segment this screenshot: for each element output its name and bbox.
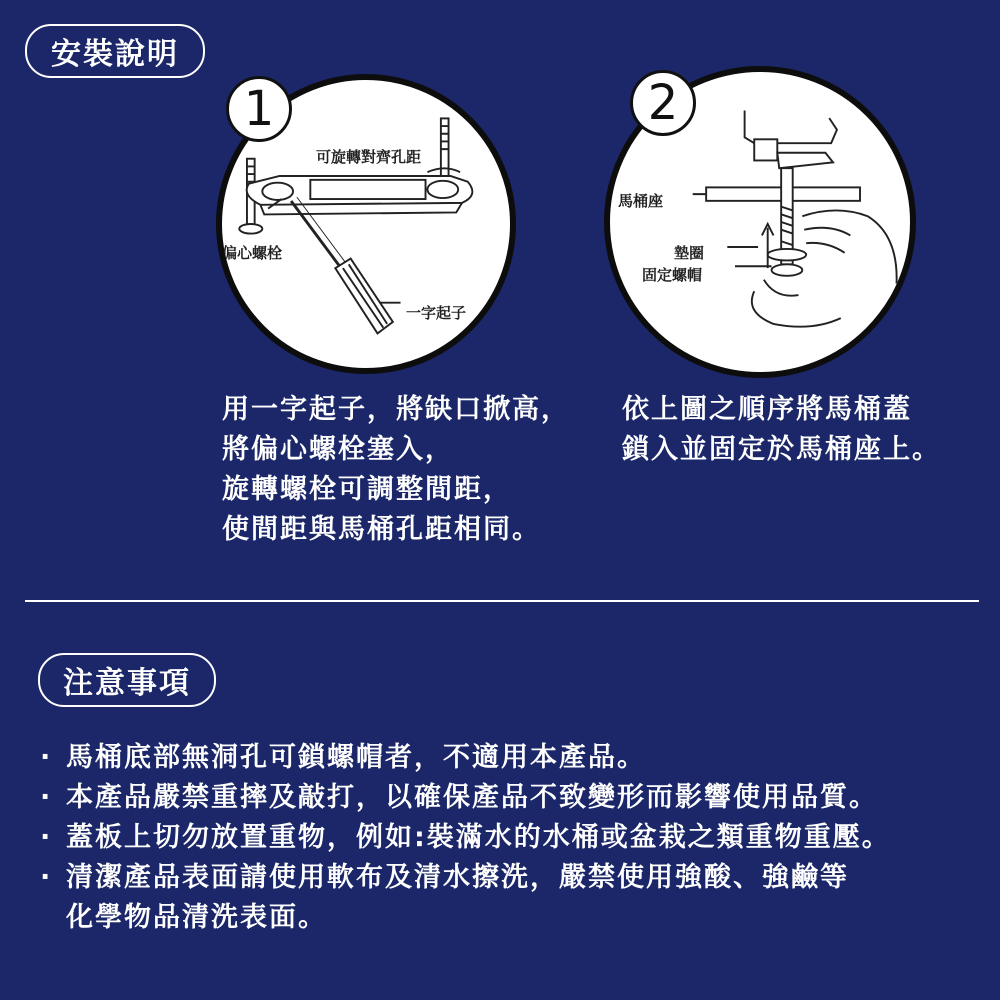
label-washer: 墊圈 [674,244,705,262]
step1-line: 用一字起子，將缺口掀高， [222,394,570,425]
step1-line: 將偏心螺栓塞入， [222,434,454,465]
note-text-continued: 化學物品清洗表面。 [66,902,327,933]
note-text: 馬桶底部無洞孔可鎖螺帽者，不適用本產品。 [66,742,646,773]
install-title: 安裝說明 [25,24,205,78]
label-fixing-nut: 固定螺帽 [642,266,703,284]
section-divider [25,600,979,602]
note-text: · 清潔產品表面請使用軟布及清水擦洗，嚴禁使用強酸、強鹼等 [66,862,849,893]
label-screwdriver: 一字起子 [406,304,467,322]
step2-description [622,390,941,470]
note-item [40,738,891,778]
note-item [40,778,891,818]
step2-line: 鎖入並固定於馬桶座上。 [622,434,941,465]
step2-number-badge: 2 [630,70,696,136]
label-rotate-align: 可旋轉對齊孔距 [316,148,422,166]
note-text: 本產品嚴禁重摔及敲打，以確保產品不致變形而影響使用品質。 [66,782,878,813]
note-text: 蓋板上切勿放置重物，例如:裝滿水的水桶或盆栽之類重物重壓。 [66,822,891,853]
step1-line: 旋轉螺栓可調整間距， [222,474,512,505]
step2-line: 依上圖之順序將馬桶蓋 [622,394,912,425]
step1-line: 使間距與馬桶孔距相同。 [222,514,541,545]
note-item [40,858,891,938]
step1-number-badge: 1 [226,76,292,142]
step1-description [222,390,570,550]
notes-title: 注意事項 [38,653,216,707]
note-item [40,818,891,858]
label-toilet-seat: 馬桶座 [618,192,664,210]
label-eccentric-bolt: 偏心螺栓 [222,244,283,262]
notes-list [40,738,891,938]
